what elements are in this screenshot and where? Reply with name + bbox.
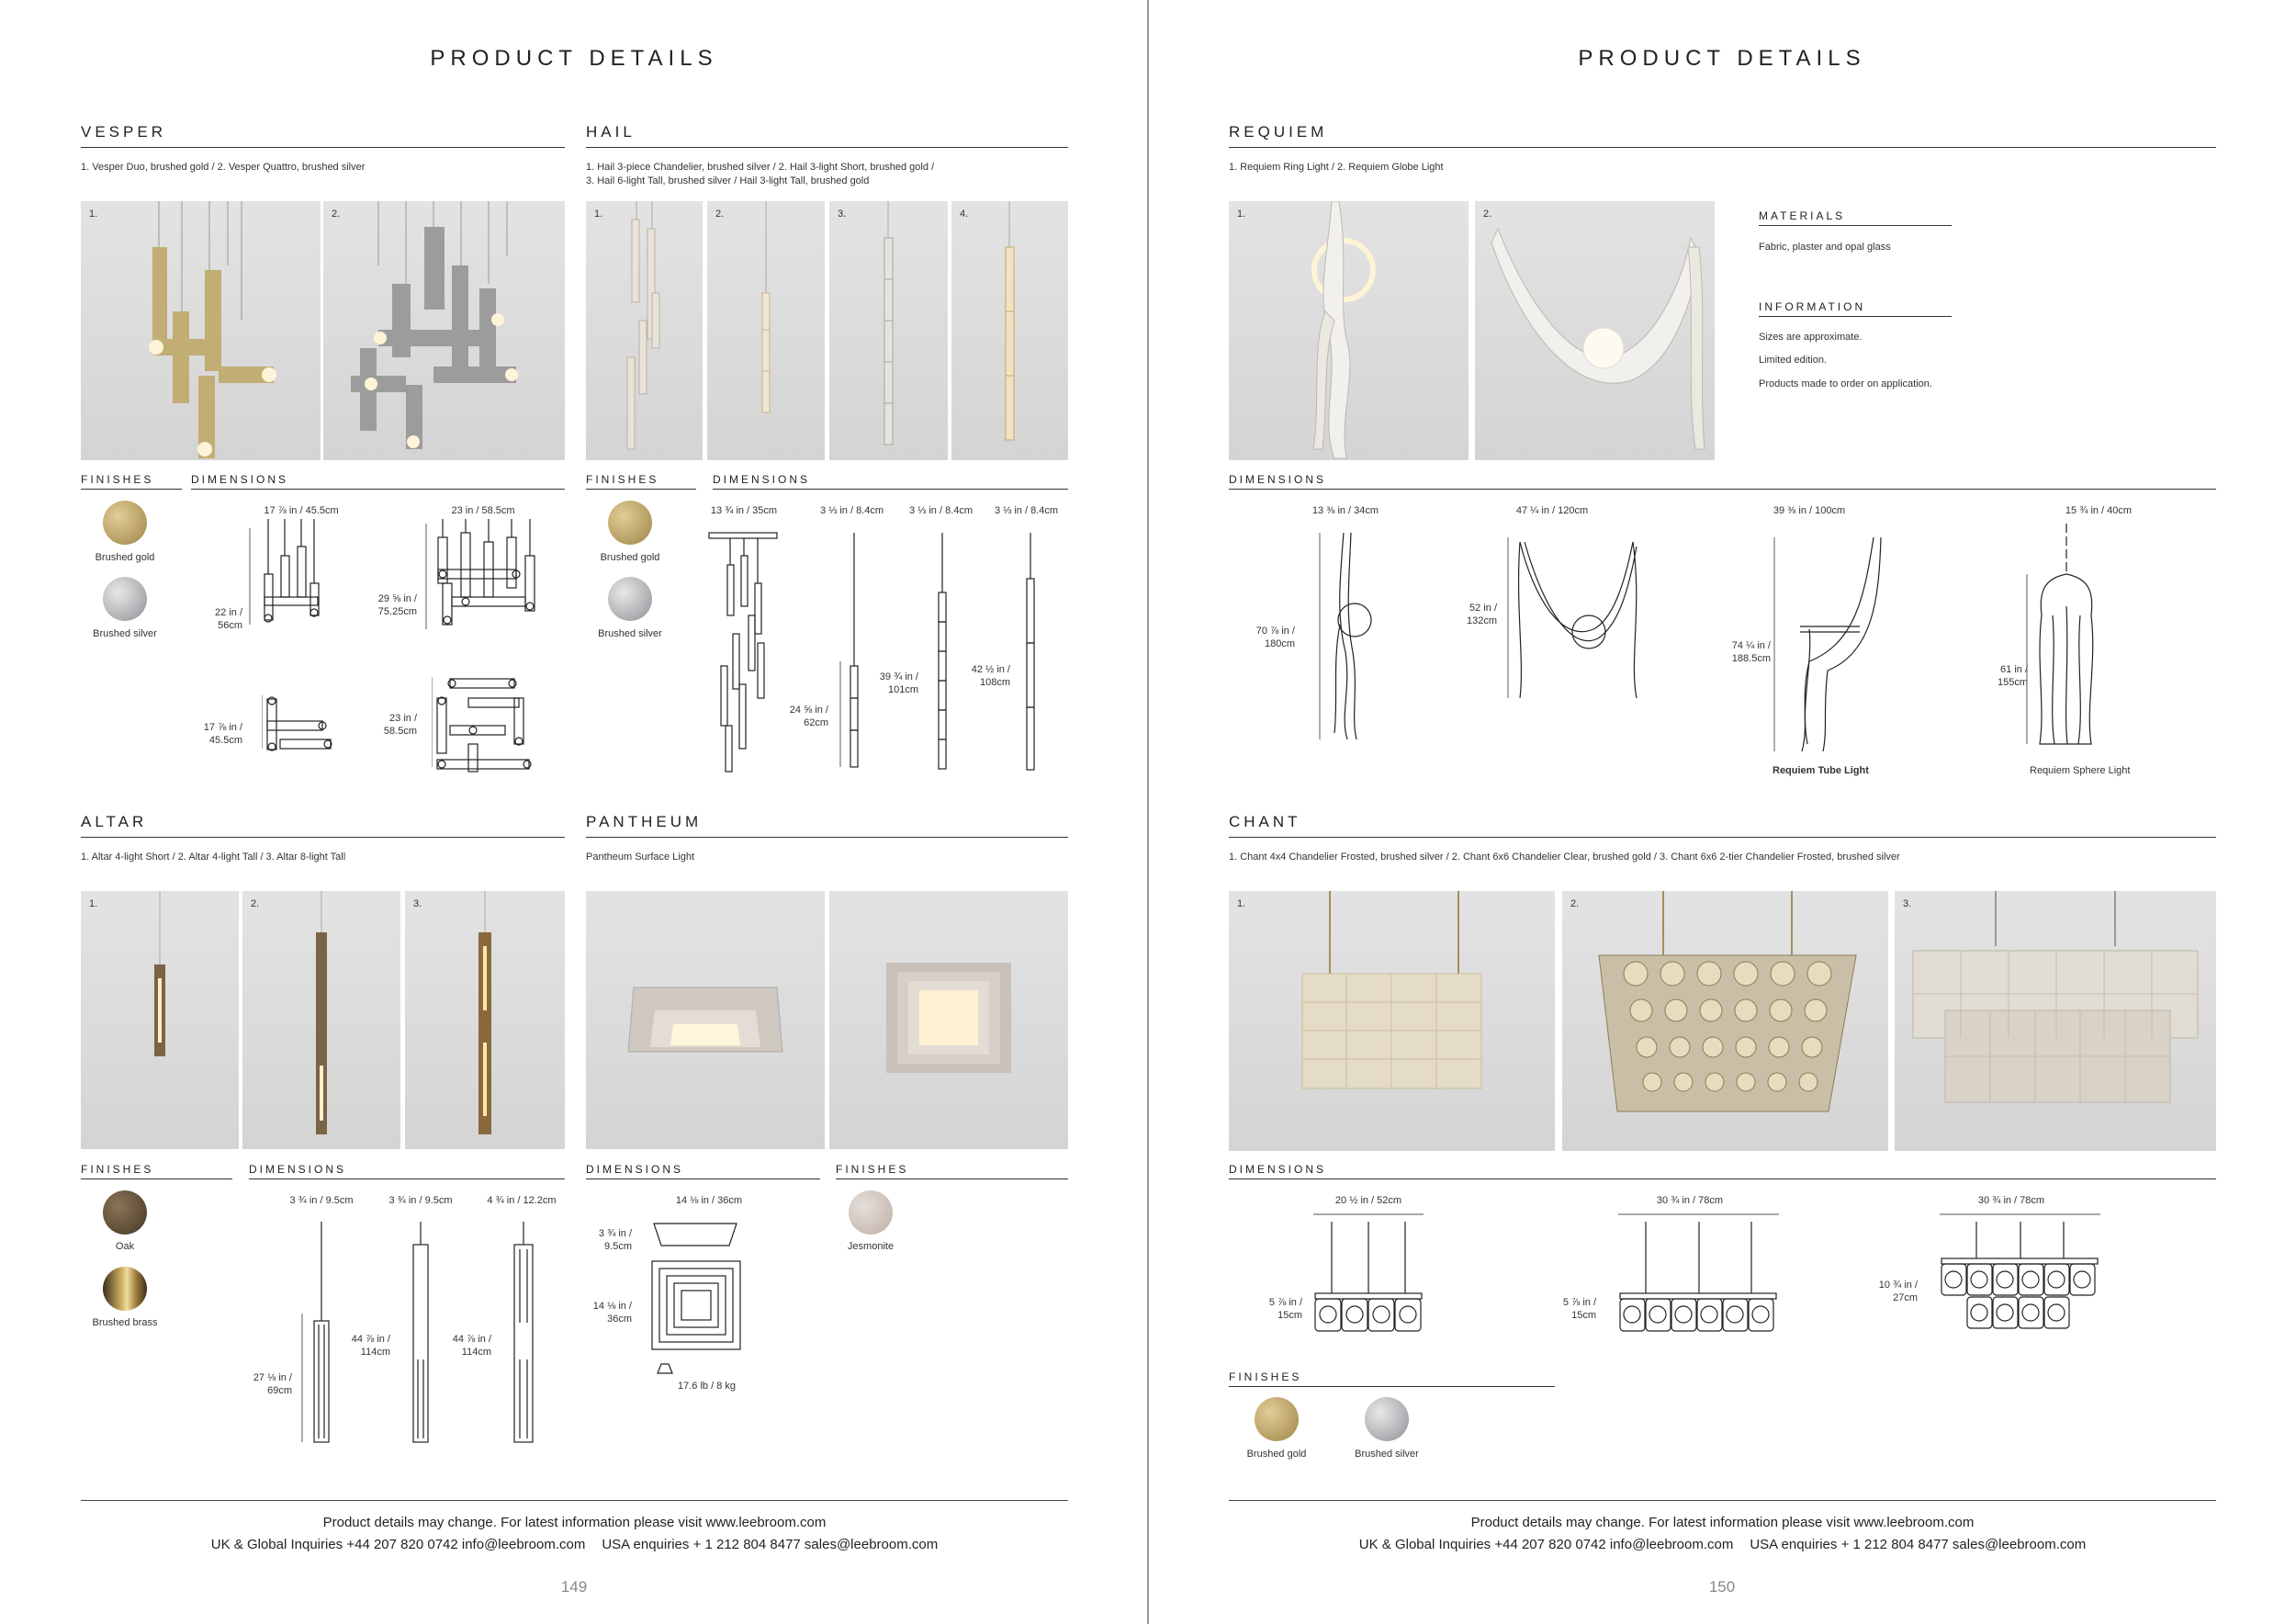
dim-label: 17 ⅞ in / 45.5cm — [203, 722, 242, 746]
dim-label: 5 ⅞ in / 15cm — [1562, 1297, 1596, 1321]
altar-title: ALTAR — [81, 813, 148, 830]
vesper-quattro-image — [323, 201, 565, 460]
finish-label: Oak — [115, 1241, 135, 1252]
hail-photo-4 — [951, 201, 1068, 460]
dim-label: 3 ¾ in / 9.5cm — [289, 1195, 354, 1206]
requiem-photo-1 — [1229, 201, 1469, 460]
chant-caption: 1. Chant 4x4 Chandelier Frosted, brushed silver / 2. Chant 6x6 Chandelier Clear, brushed gold / 3. Chant 6x6 2-tier Chandelier Frosted, brushed silver — [1229, 851, 1900, 863]
photo-number: 2. — [1483, 209, 1492, 220]
finish-label: Jesmonite — [847, 1241, 895, 1252]
requiem-photo-2 — [1475, 201, 1715, 460]
dim-label: 14 ⅛ in / 36cm — [592, 1301, 632, 1325]
hail-tall-silver-image — [829, 201, 948, 460]
usa-contact: USA enquiries + 1 212 804 8477 sales@leebroom.com — [602, 1537, 939, 1552]
dim-label: 74 ¼ in / 188.5cm — [1731, 640, 1771, 664]
brushed-silver-swatch — [1365, 1397, 1409, 1441]
dim-label: 23 in / 58.5cm — [383, 713, 417, 737]
altar-finishes-label: FINISHES — [81, 1163, 154, 1176]
pantheum-rule — [586, 837, 1068, 838]
photo-number: 1. — [594, 209, 603, 220]
footer-notice: Product details may change. For latest information please visit www.leebroom.com — [322, 1515, 827, 1530]
photo-number: 1. — [89, 209, 98, 220]
photo-number: 3. — [838, 209, 847, 220]
hail-finishes-rule — [586, 489, 696, 490]
photo-number: 1. — [89, 898, 98, 909]
hail-chandelier-drawing — [707, 528, 781, 776]
altar-photo-3 — [405, 891, 565, 1149]
dim-label: 61 in / 155cm — [1997, 664, 2028, 688]
vesper-finishes-rule — [81, 489, 182, 490]
vesper-duo-plan-drawing — [262, 694, 344, 758]
requiem-globe-drawing — [1506, 524, 1644, 707]
vesper-title: VESPER — [81, 123, 166, 141]
dim-label: 24 ⅝ in / 62cm — [789, 705, 828, 728]
page-number: 150 — [1708, 1578, 1736, 1596]
dim-label: 20 ½ in / 52cm — [1334, 1195, 1402, 1206]
footer-rule — [1229, 1500, 2216, 1501]
dim-label: 17 ⅞ in / 45.5cm — [264, 505, 339, 516]
dim-label: 30 ¾ in / 78cm — [1656, 1195, 1724, 1206]
pantheum-drawing — [636, 1222, 755, 1378]
finish-label: Brushed gold — [600, 552, 660, 563]
pantheum-side-image — [586, 891, 825, 1149]
jesmonite-swatch — [849, 1190, 893, 1235]
pantheum-caption: Pantheum Surface Light — [586, 851, 695, 863]
oak-swatch — [103, 1190, 147, 1235]
materials-rule — [1759, 225, 1952, 226]
requiem-ring-image — [1229, 201, 1469, 460]
info-line: Products made to order on application. — [1759, 378, 1932, 389]
chant-4x4-drawing — [1313, 1212, 1424, 1336]
finish-label: Brushed silver — [93, 628, 157, 639]
footer-rule — [81, 1500, 1068, 1501]
dim-label: 23 in / 58.5cm — [451, 505, 515, 516]
vesper-caption: 1. Vesper Duo, brushed gold / 2. Vesper Quattro, brushed silver — [81, 162, 366, 173]
hail-3light-tall-drawing — [1012, 533, 1049, 772]
requiem-tube-name: Requiem Tube Light — [1773, 765, 1869, 776]
requiem-ring-drawing — [1318, 524, 1382, 744]
requiem-title: REQUIEM — [1229, 123, 1328, 141]
hail-title: HAIL — [586, 123, 636, 141]
page-title: PRODUCT DETAILS — [1578, 46, 1866, 71]
hail-dimensions-rule — [713, 489, 1068, 490]
chant-finishes-label: FINISHES — [1229, 1370, 1302, 1383]
altar-8light-tall-drawing — [501, 1222, 546, 1447]
dim-label: 3 ⅓ in / 8.4cm — [994, 505, 1059, 516]
hail-chandelier-image — [586, 201, 703, 460]
chant-6x6-drawing — [1618, 1212, 1779, 1336]
vesper-dimensions-rule — [191, 489, 565, 490]
right-page — [1148, 0, 2296, 1624]
hail-dimensions-label: DIMENSIONS — [713, 473, 811, 486]
dim-label: 22 in / 56cm — [215, 607, 242, 631]
brushed-gold-swatch — [1255, 1397, 1299, 1441]
altar-short-image — [81, 891, 239, 1149]
pantheum-dimensions-label: DIMENSIONS — [586, 1163, 684, 1176]
brushed-silver-swatch — [103, 577, 147, 621]
altar-rule — [81, 837, 565, 838]
dim-label: 47 ¼ in / 120cm — [1515, 505, 1589, 516]
dim-label: 44 ⅞ in / 114cm — [452, 1334, 491, 1358]
vesper-photo-1 — [81, 201, 321, 460]
vesper-photo-2 — [323, 201, 565, 460]
requiem-dimensions-rule — [1229, 489, 2216, 490]
hail-tall-gold-image — [951, 201, 1068, 460]
requiem-globe-image — [1475, 201, 1715, 460]
hail-photo-2 — [707, 201, 825, 460]
dim-label: 52 in / 132cm — [1466, 603, 1497, 626]
altar-caption: 1. Altar 4-light Short / 2. Altar 4-light Tall / 3. Altar 8-light Tall — [81, 851, 346, 863]
finish-label: Brushed silver — [598, 628, 662, 639]
altar-short-drawing — [298, 1222, 344, 1447]
dim-label: 15 ¾ in / 40cm — [2065, 505, 2133, 516]
dim-label: 14 ⅛ in / 36cm — [675, 1195, 743, 1206]
photo-number: 3. — [1903, 898, 1912, 909]
photo-number: 2. — [715, 209, 725, 220]
hail-caption-line2: 3. Hail 6-light Tall, brushed silver / Hail 3-light Tall, brushed gold — [586, 175, 870, 186]
altar-4light-tall-drawing — [398, 1222, 444, 1447]
requiem-tube-drawing — [1773, 524, 1892, 753]
hail-finishes-label: FINISHES — [586, 473, 659, 486]
chant-photo-1 — [1229, 891, 1555, 1151]
finish-label: Brushed gold — [1246, 1449, 1307, 1460]
chant-photo-2 — [1562, 891, 1888, 1151]
weight-label: 17.6 lb / 8 kg — [678, 1381, 736, 1392]
hail-photo-1 — [586, 201, 703, 460]
requiem-rule — [1229, 147, 2216, 148]
dim-label: 39 ⅜ in / 100cm — [1773, 505, 1846, 516]
dim-label: 4 ¾ in / 12.2cm — [487, 1195, 557, 1206]
footer-contacts — [81, 1534, 1068, 1556]
finish-label: Brushed silver — [1355, 1449, 1419, 1460]
chant-6x6-clear-image — [1562, 891, 1888, 1151]
info-line: Limited edition. — [1759, 355, 1827, 366]
hail-short-drawing — [836, 533, 872, 772]
finish-label: Brushed brass — [92, 1317, 158, 1328]
materials-label: MATERIALS — [1759, 209, 1846, 222]
photo-number: 1. — [1237, 209, 1246, 220]
vesper-dimensions-label: DIMENSIONS — [191, 473, 289, 486]
requiem-caption: 1. Requiem Ring Light / 2. Requiem Globe Light — [1229, 162, 1444, 173]
vesper-rule — [81, 147, 565, 148]
brushed-gold-swatch — [103, 501, 147, 545]
altar-dimensions-label: DIMENSIONS — [249, 1163, 347, 1176]
info-line: Sizes are approximate. — [1759, 332, 1863, 343]
photo-number: 1. — [1237, 898, 1246, 909]
photo-number: 3. — [413, 898, 422, 909]
dim-label: 3 ¾ in / 9.5cm — [388, 1195, 453, 1206]
hail-caption-line1: 1. Hail 3-piece Chandelier, brushed silver / 2. Hail 3-light Short, brushed gold / — [586, 162, 935, 173]
footer-notice: Product details may change. For latest information please visit www.leebroom.com — [1470, 1515, 1975, 1530]
dim-label: 13 ⅜ in / 34cm — [1311, 505, 1379, 516]
chant-2tier-image — [1895, 891, 2216, 1151]
dim-label: 39 ¾ in / 101cm — [879, 671, 918, 695]
dim-label: 30 ¾ in / 78cm — [1977, 1195, 2045, 1206]
dim-label: 10 ¾ in / 27cm — [1878, 1280, 1918, 1303]
chant-title: CHANT — [1229, 813, 1301, 830]
chant-2tier-drawing — [1940, 1212, 2100, 1336]
vesper-finishes-label: FINISHES — [81, 473, 154, 486]
dim-label: 13 ¾ in / 35cm — [710, 505, 778, 516]
requiem-dimensions-label: DIMENSIONS — [1229, 473, 1327, 486]
dim-label: 44 ⅞ in / 114cm — [351, 1334, 390, 1358]
dim-label: 3 ¾ in / 9.5cm — [598, 1228, 632, 1252]
pantheum-photo-front — [829, 891, 1068, 1149]
hail-photo-3 — [829, 201, 948, 460]
dim-label: 29 ⅝ in / 75.25cm — [377, 593, 417, 617]
page-title: PRODUCT DETAILS — [430, 46, 718, 71]
pantheum-photo-side — [586, 891, 825, 1149]
dim-label: 42 ½ in / 108cm — [971, 664, 1010, 688]
chant-4x4-image — [1229, 891, 1555, 1151]
altar-8light-tall-image — [405, 891, 565, 1149]
vesper-duo-elevation-drawing — [248, 519, 358, 629]
vesper-quattro-plan-drawing — [432, 675, 537, 776]
photo-number: 4. — [960, 209, 969, 220]
materials-text: Fabric, plaster and opal glass — [1759, 242, 1891, 253]
finish-label: Brushed gold — [95, 552, 155, 563]
requiem-sphere-drawing — [2025, 524, 2108, 753]
dim-label: 5 ⅞ in / 15cm — [1268, 1297, 1302, 1321]
photo-number: 2. — [1570, 898, 1580, 909]
chant-dimensions-label: DIMENSIONS — [1229, 1163, 1327, 1176]
chant-photo-3 — [1895, 891, 2216, 1151]
footer-contacts — [1229, 1534, 2216, 1556]
usa-contact: USA enquiries + 1 212 804 8477 sales@leebroom.com — [1750, 1537, 2087, 1552]
brushed-gold-swatch — [608, 501, 652, 545]
pantheum-title: PANTHEUM — [586, 813, 703, 830]
chant-finishes-rule — [1229, 1386, 1555, 1387]
altar-4light-tall-image — [242, 891, 400, 1149]
brushed-silver-swatch — [608, 577, 652, 621]
brushed-brass-swatch — [103, 1267, 147, 1311]
pantheum-finishes-label: FINISHES — [836, 1163, 909, 1176]
dim-label: 70 ⅞ in / 180cm — [1255, 626, 1295, 649]
page-number: 149 — [560, 1578, 588, 1596]
requiem-sphere-name: Requiem Sphere Light — [2030, 765, 2131, 776]
altar-photo-2 — [242, 891, 400, 1149]
dim-label: 3 ⅓ in / 8.4cm — [908, 505, 974, 516]
chant-rule — [1229, 837, 2216, 838]
photo-number: 2. — [332, 209, 341, 220]
pantheum-front-image — [829, 891, 1068, 1149]
hail-rule — [586, 147, 1068, 148]
hail-short-image — [707, 201, 825, 460]
dim-label: 27 ⅛ in / 69cm — [253, 1372, 292, 1396]
vesper-quattro-elevation-drawing — [424, 519, 544, 634]
uk-contact: UK & Global Inquiries +44 207 820 0742 info@leebroom.com — [1358, 1537, 1734, 1552]
uk-contact: UK & Global Inquiries +44 207 820 0742 info@leebroom.com — [210, 1537, 586, 1552]
photo-number: 2. — [251, 898, 260, 909]
vesper-duo-image — [81, 201, 321, 460]
dim-label: 3 ⅓ in / 8.4cm — [819, 505, 884, 516]
hail-6light-drawing — [924, 533, 961, 772]
information-rule — [1759, 316, 1952, 317]
altar-photo-1 — [81, 891, 239, 1149]
information-label: INFORMATION — [1759, 300, 1866, 313]
